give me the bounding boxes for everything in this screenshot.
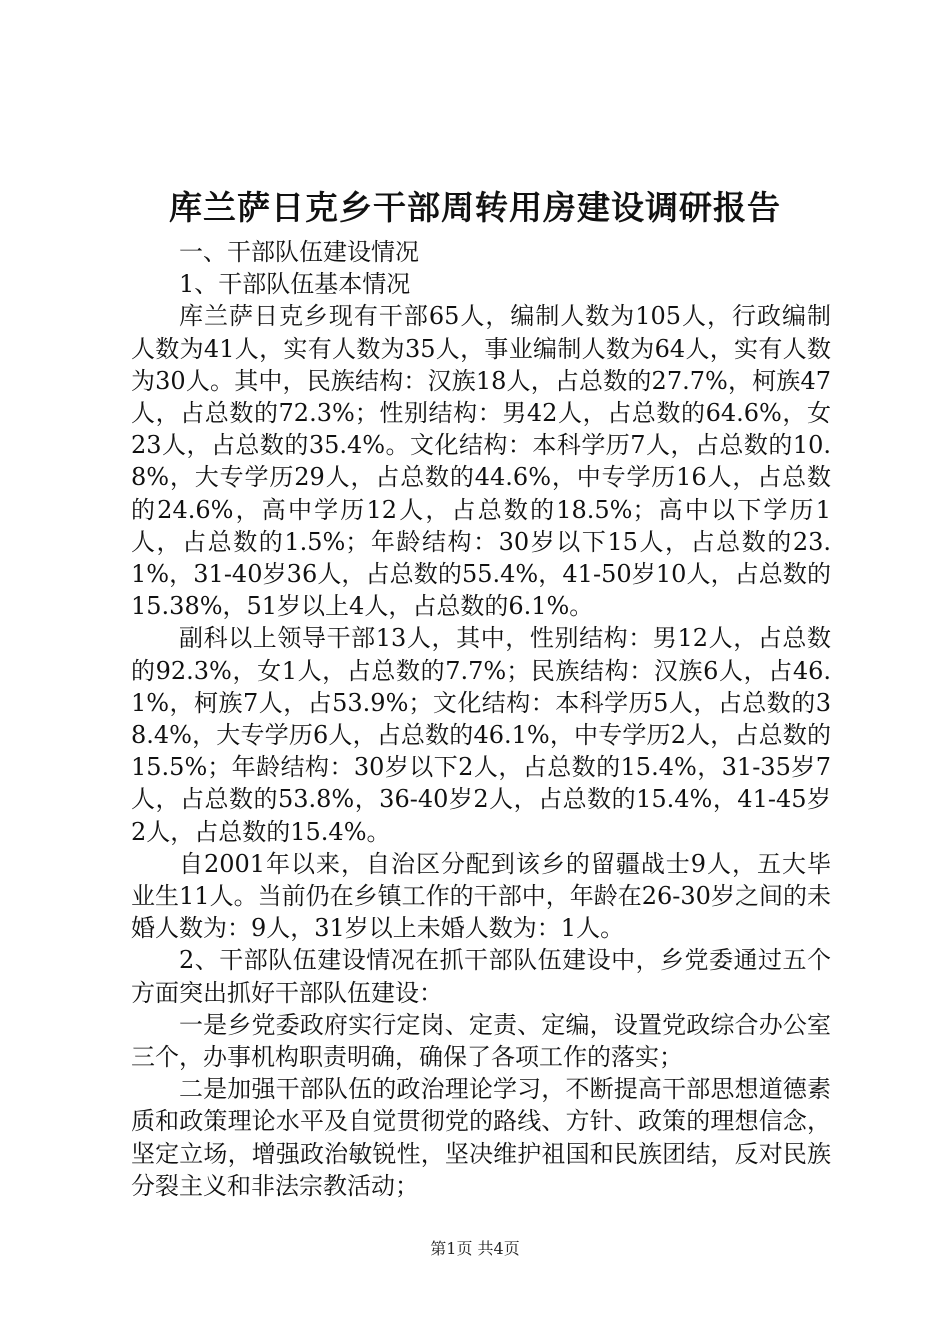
- paragraph-since-2001: 自2001年以来，自治区分配到该乡的留疆战士9人，五大毕业生11人。当前仍在乡镇工作的干部中，年龄在26-30岁之间的未婚人数为：9人，31岁以上未婚人数为：1人。: [131, 849, 831, 943]
- paragraph-basic-situation: 库兰萨日克乡现有干部65人，编制人数为105人，行政编制人数为41人，实有人数为35人，事业编制人数为64人，实有人数为30人。其中，民族结构：汉族18人，占总数的27.7%，柯族47人，占总数的72.3%；性别结构：男42人，占总数的64.6%，女23人，占总数的35.4%。文化结构：本科学历7人，占总数的10.8%，大专学历29人，占总数的44.6%，中专学历16人，占总数的24.6%，高中学历12人，占总数的18.5%；高中以下学历1人，占总数的1.5%；年龄结构：30岁以下15人，占总数的23.1%，31-40岁36人，占总数的55.4%，41-50岁10人，占总数的15.38%，51岁以上4人，占总数的6.1%。: [131, 302, 831, 621]
- document-body: [131, 236, 831, 1202]
- paragraph-team-building: 2、干部队伍建设情况在抓干部队伍建设中，乡党委通过五个方面突出抓好干部队伍建设：: [131, 946, 831, 1007]
- section-heading: 一、干部队伍建设情况: [179, 238, 419, 266]
- page-footer: 第1页 共4页: [430, 1239, 520, 1258]
- document-title: 库兰萨日克乡干部周转用房建设调研报告: [169, 188, 781, 227]
- subsection-heading: 1、干部队伍基本情况: [179, 270, 411, 299]
- paragraph-leaders: 副科以上领导干部13人，其中，性别结构：男12人，占总数的92.3%，女1人，占总数的7.7%；民族结构：汉族6人，占46.1%，柯族7人，占53.9%；文化结构：本科学历5人，占总数的38.4%，大专学历6人，占总数的46.1%，中专学历2人，占总数的15.5%；年龄结构：30岁以下2人，占总数的15.4%，31-35岁7人，占总数的53.8%，36-40岁2人，占总数的15.4%，41-45岁2人，占总数的15.4%。: [131, 624, 831, 846]
- paragraph-point-one: 一是乡党委政府实行定岗、定责、定编，设置党政综合办公室三个，办事机构职责明确，确保了各项工作的落实；: [131, 1010, 831, 1072]
- paragraph-point-two: 二是加强干部队伍的政治理论学习，不断提高干部思想道德素质和政策理论水平及自觉贯彻党的路线、方针、政策的理想信念，坚定立场，增强政治敏锐性，坚决维护祖国和民族团结，反对民族分裂主义和非法宗教活动；: [131, 1075, 831, 1200]
